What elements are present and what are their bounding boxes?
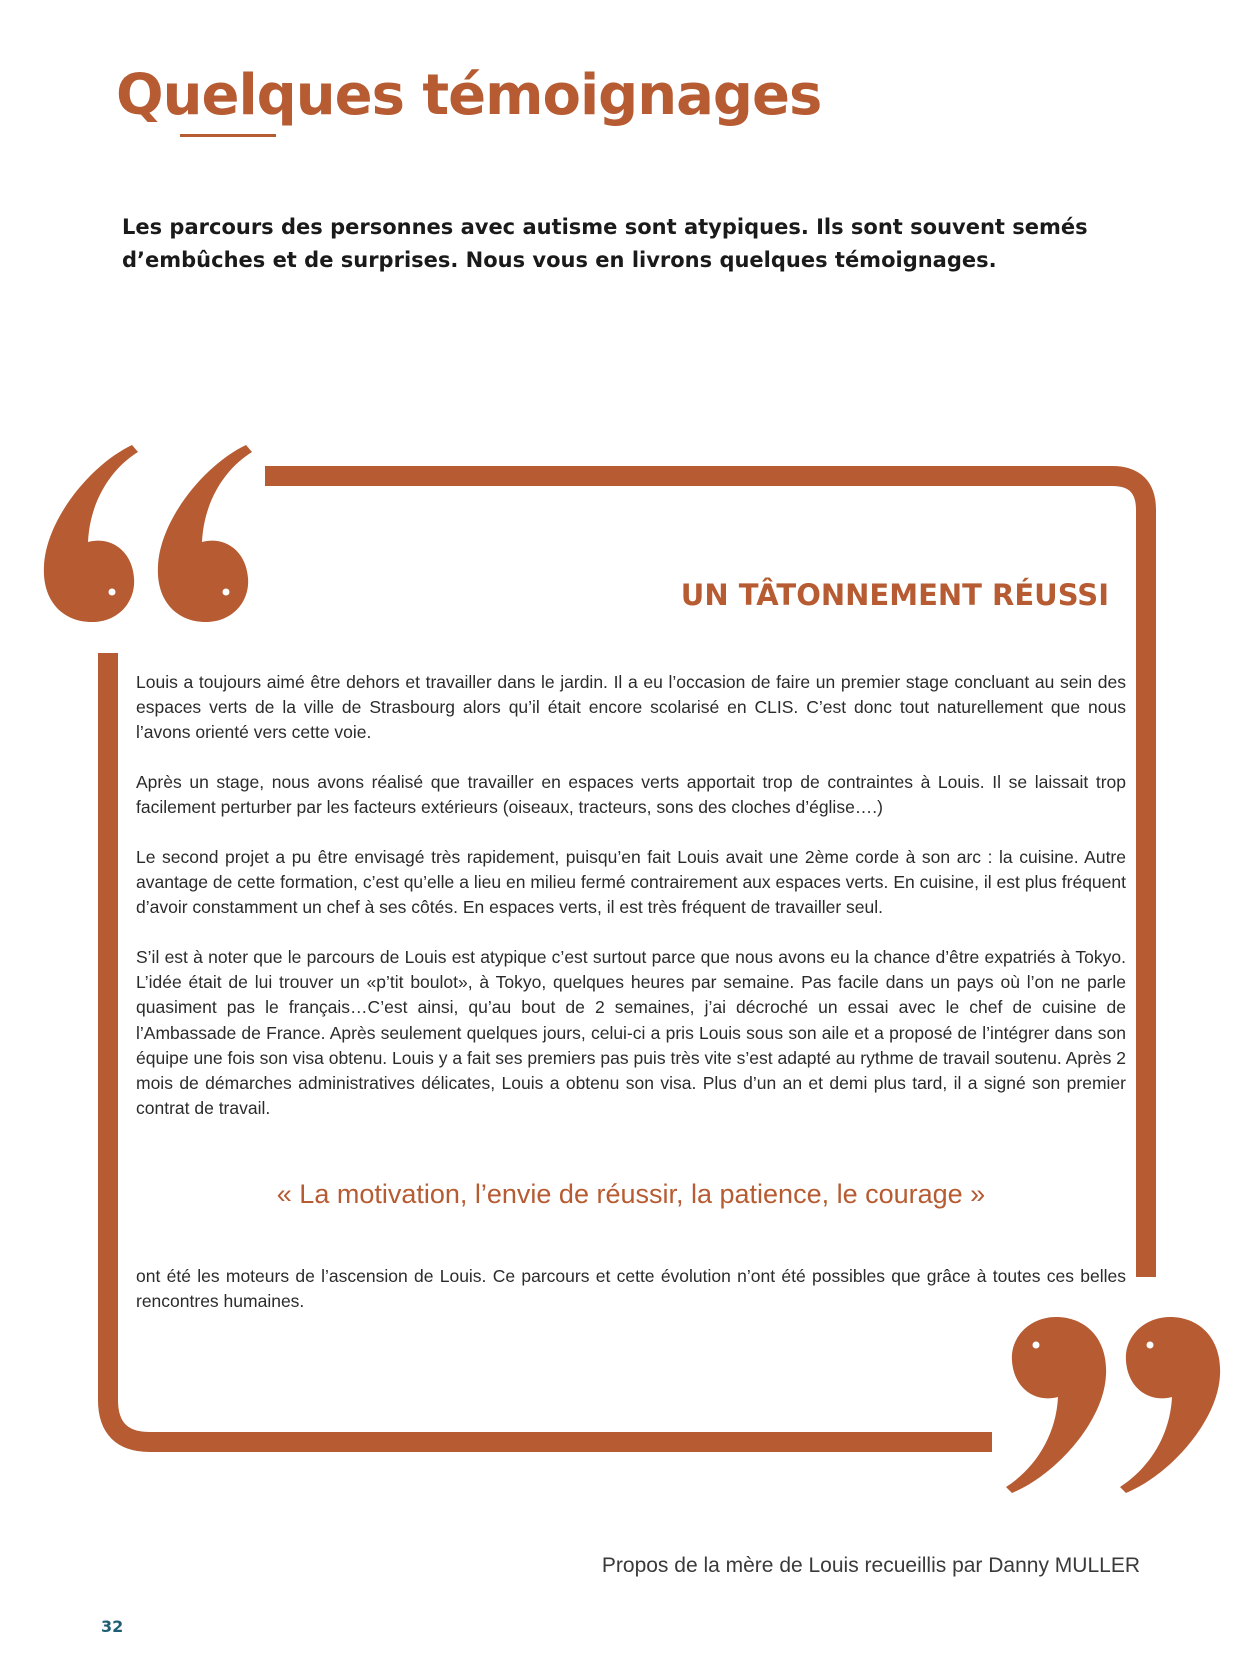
testimony-paragraph: Louis a toujours aimé être dehors et travailler dans le jardin. Il a eu l’occasion de faire un premier stage concluant au sein des espaces verts de la ville de Strasbourg alors qu’il était encore scolarisé en CLIS. C’est donc tout naturellement que nous l’avons orienté vers cette voie. — [136, 672, 1126, 743]
testimony-paragraph: S’il est à noter que le parcours de Louis est atypique c’est surtout parce que nous avons eu la chance d’être expatriés à Tokyo. L’idée était de lui trouver un «p’tit boulot», à Tokyo, quelques heures par semaine. Pas facile dans un pays où l’on ne parle quasiment pas le français…C’est ainsi, qu’au bout de 2 semaines, j’ai décroché un essai avec le chef de cuisine de l’Ambassade de France. Après seulement quelques jours, celui-ci a pris Louis sous son aile et a proposé de l’intégrer dans son équipe une fois son visa obtenu. Louis y a fait ses premiers pas puis très vite s’est adapté au rythme de travail soutenu. Après 2 mois de démarches administratives délicates, Louis a obtenu son visa. Plus d’un an et demi plus tard, il a signé son premier contrat de travail. — [136, 947, 1126, 1119]
pull-quote: « La motivation, l’envie de réussir, la patience, le courage » — [276, 1179, 986, 1209]
close-quote-icon — [1000, 1315, 1225, 1500]
testimony-paragraph: Le second projet a pu être envisagé très rapidement, puisqu’en fait Louis avait une 2ème corde à son arc : la cuisine. Autre avantage de cette formation, c’est qu’elle a lieu en milieu fermé contrairement aux espaces verts. En cuisine, il est plus fréquent d’avoir constamment un chef à ses côtés. En espaces verts, il est très fréquent de travailler seul. — [136, 847, 1126, 918]
testimony-heading: UN TÂTONNEMENT RÉUSSI — [680, 578, 1109, 612]
testimony-closing: ont été les moteurs de l’ascension de Louis. Ce parcours et cette évolution n’ont été possibles que grâce à toutes ces belles rencontres humaines. — [136, 1266, 1126, 1312]
testimony-credit: Propos de la mère de Louis recueillis par Danny MULLER — [601, 1554, 1140, 1577]
title-underline — [180, 134, 276, 137]
page-title: Quelques témoignages — [116, 63, 822, 128]
intro-text: Les parcours des personnes avec autisme sont atypiques. Ils sont souvent semés d’embûches et de surprises. Nous vous en livrons quelques témoignages. — [122, 215, 1088, 272]
page-number: 32 — [101, 1617, 124, 1636]
open-quote-icon — [40, 440, 260, 630]
testimony-paragraph: Après un stage, nous avons réalisé que travailler en espaces verts apportait trop de contraintes à Louis. Il se laissait trop facilement perturber par les facteurs extérieurs (oiseaux, tracteurs, sons des cloches d’église….) — [136, 772, 1126, 818]
